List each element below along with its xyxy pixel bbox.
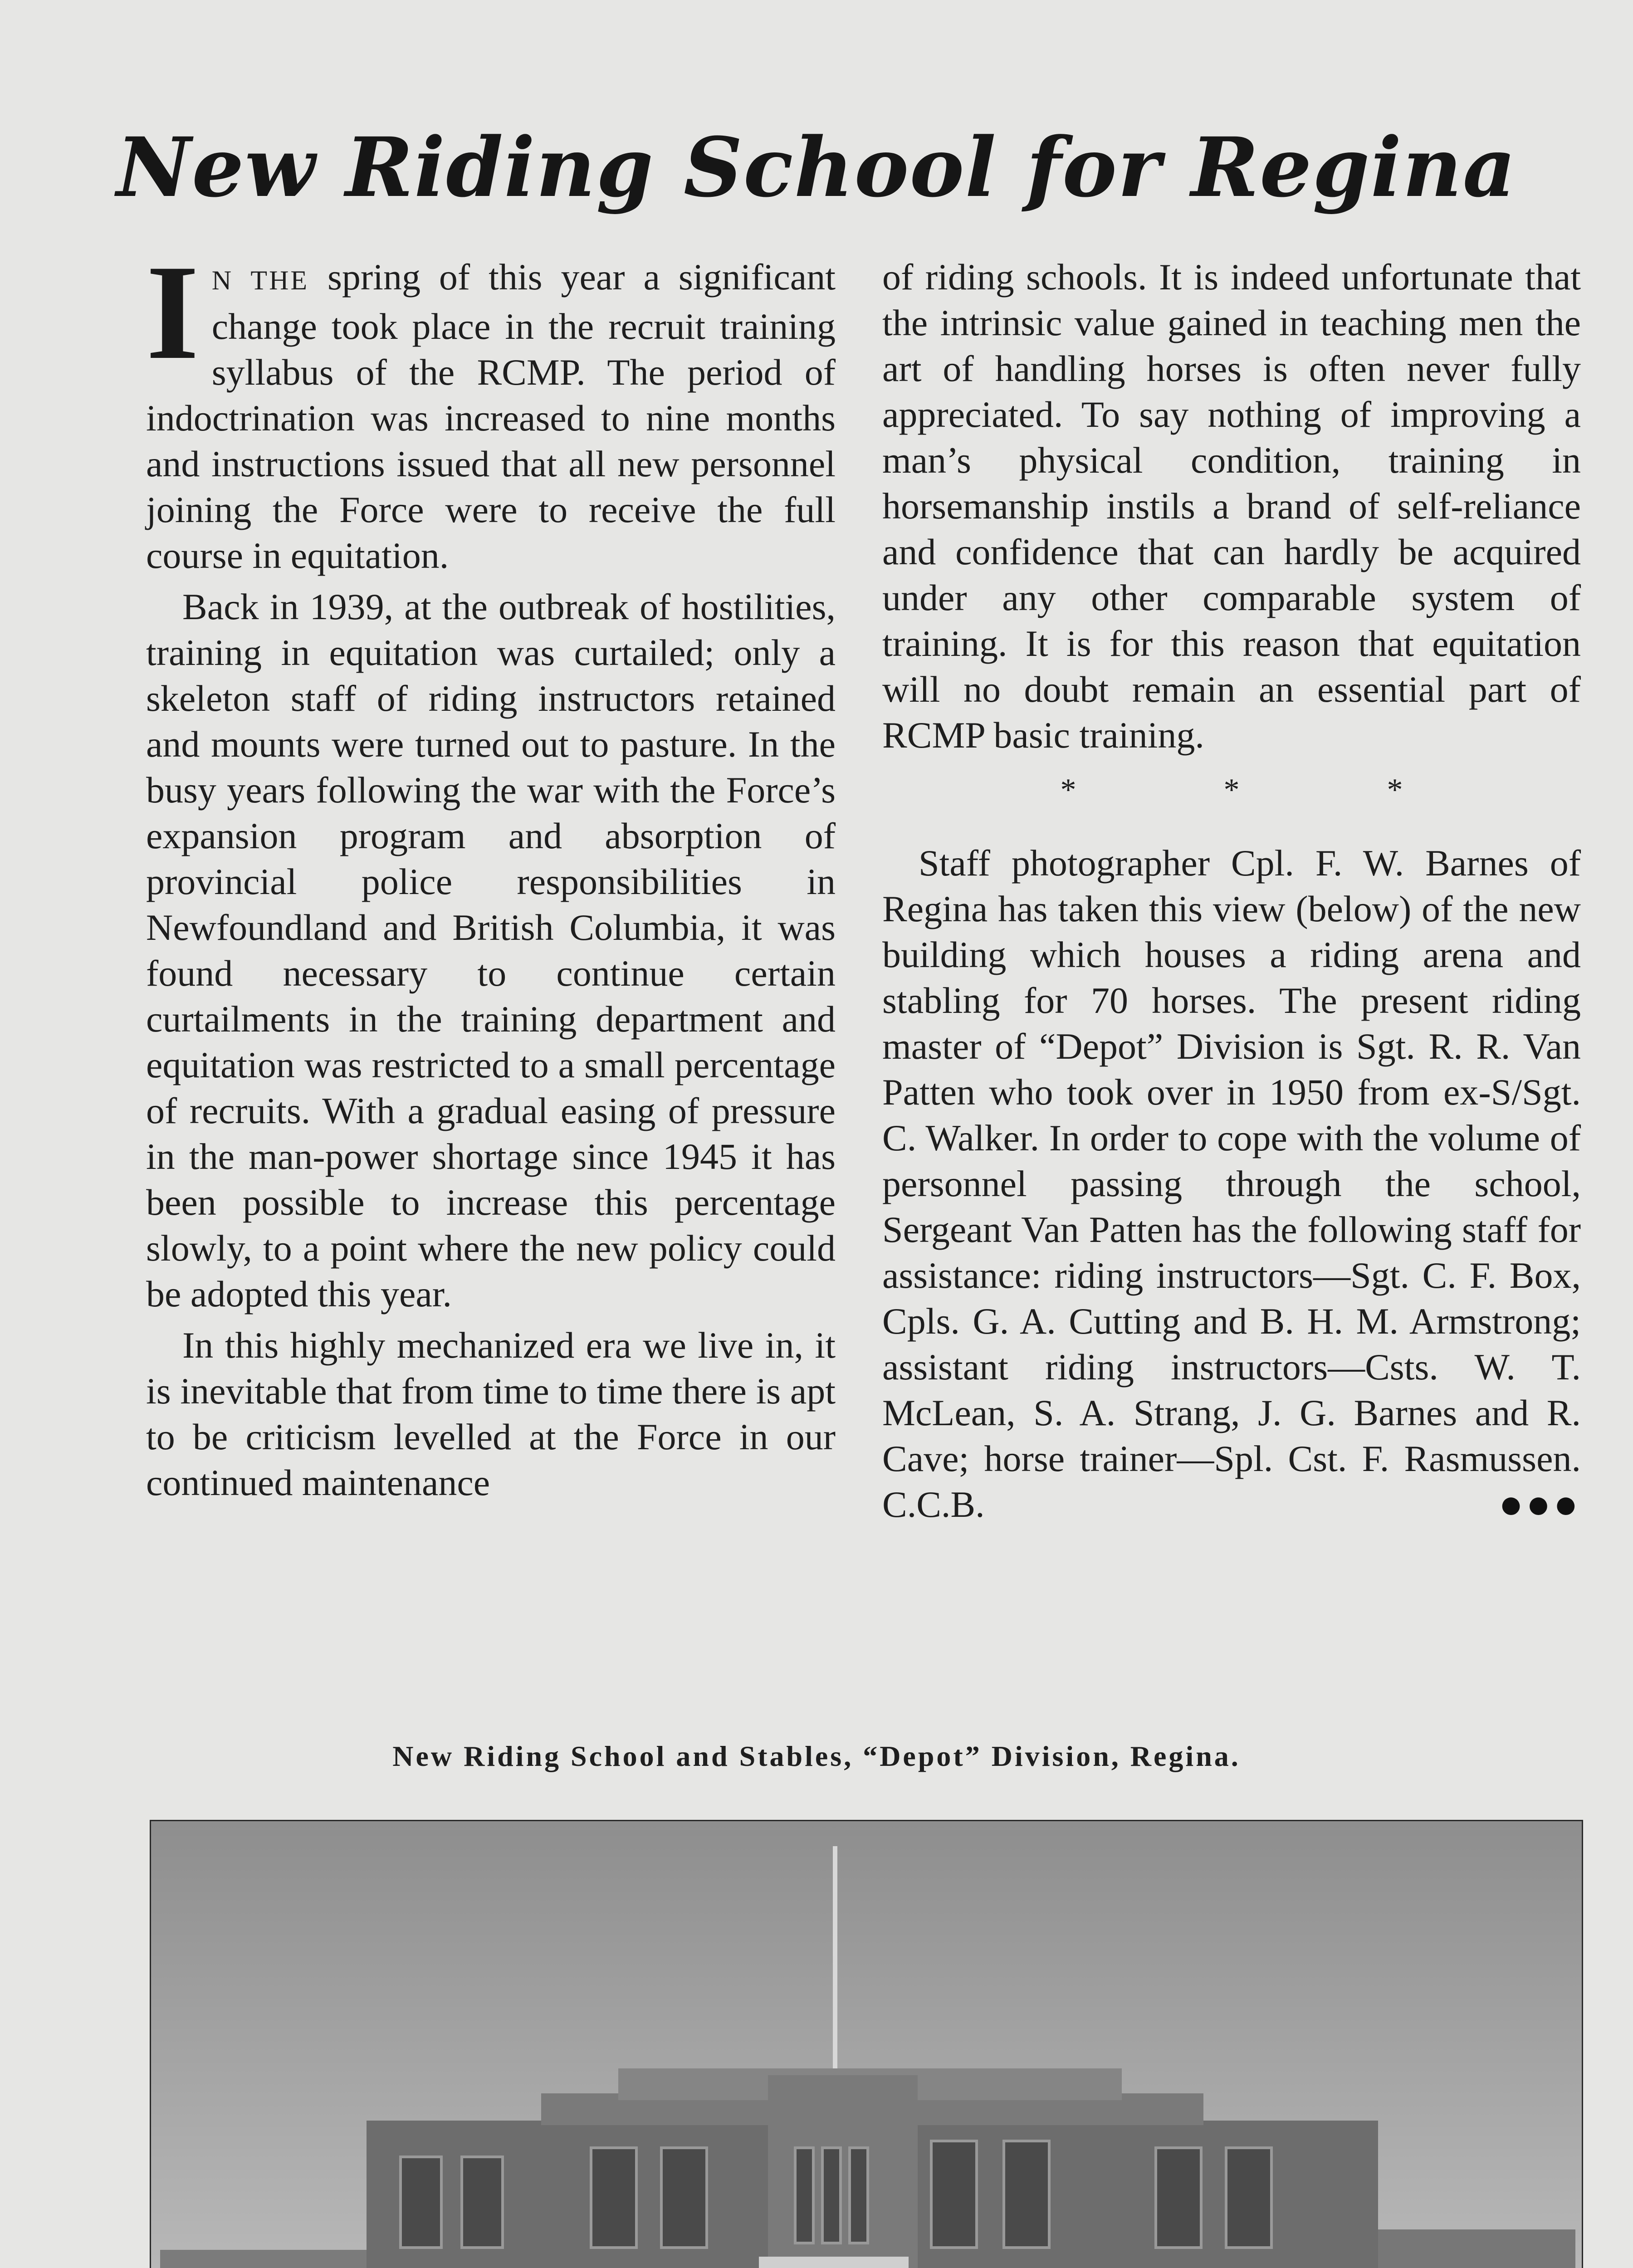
separator-star: * (1387, 772, 1403, 807)
separator-star: * (1223, 772, 1240, 807)
photo-caption: New Riding School and Stables, “Depot” Division, Regina. (392, 1740, 1241, 1772)
paragraph-1 (146, 237, 836, 578)
end-mark: ●●● (1498, 1482, 1581, 1527)
paragraph-text: spring of this year a significant change took place in the recruit training syllabus of the RCMP. The period of indoctrination was increased to nine months and instructions issued that all new personnel joining the Force were to receive the full course in equitation. (146, 256, 836, 576)
paragraph-4: of riding schools. It is indeed unfortunate that the intrinsic value gained in teaching men the art of handling horses is often never fully appreciated. To say nothing of improving a man’s physical condition, training in horsemanship instils a brand of self-reliance and confidence that can hardly be acquired under any other comparable system of training. It is for this reason that equitation will no doubt remain an essential part of RCMP basic training. (882, 256, 1581, 756)
separator-star: * (1060, 772, 1076, 807)
lead-smallcaps: N THE (211, 265, 309, 295)
article-title: New Riding School for Regina (116, 120, 1517, 215)
left-column (146, 237, 836, 1505)
drop-cap: I (146, 237, 199, 387)
paragraph-5 (882, 840, 1581, 1527)
riding-school-photo (150, 1820, 1583, 2268)
section-separator (882, 767, 1581, 813)
right-column (882, 254, 1581, 1527)
paragraph-2: Back in 1939, at the outbreak of hostilities, training in equitation was curtailed; only a skeleton staff of riding instructors retained and mounts were turned out to pasture. In the busy years following the war with the Force’s expansion program and absorption of provincial police responsibilities in Newfoundland and British Columbia, it was found necessary to continue certain curtailments in the training department and equitation was restricted to a small percentage of recruits. With a gradual easing of pressure in the man-power shortage since 1945 it has been possible to increase this percentage slowly, to a point where the new policy could be adopted this year. (146, 586, 836, 1315)
paragraph-3: In this highly mechanized era we live in, it is inevitable that from time to time there is apt to be criticism levelled at the Force in our continued maintenance (146, 1325, 836, 1503)
paragraph-text: Staff photographer Cpl. F. W. Barnes of Regina has taken this view (below) of the new building which houses a riding arena and stabling for 70 horses. The present riding master of “Depot” Division is Sgt. R. R. Van Patten who took over in 1950 from ex-S/Sgt. C. Walker. In order to cope with the volume of personnel passing through the school, Sergeant Van Patten has the following staff for assistance: riding instructors—Sgt. C. F. Box, Cpls. G. A. Cutting and B. H. M. Armstrong; assistant riding instructors—Csts. W. T. McLean, S. A. Strang, J. G. Barnes and R. Cave; horse trainer—Spl. Cst. F. Rasmussen. C.C.B. (882, 842, 1581, 1525)
